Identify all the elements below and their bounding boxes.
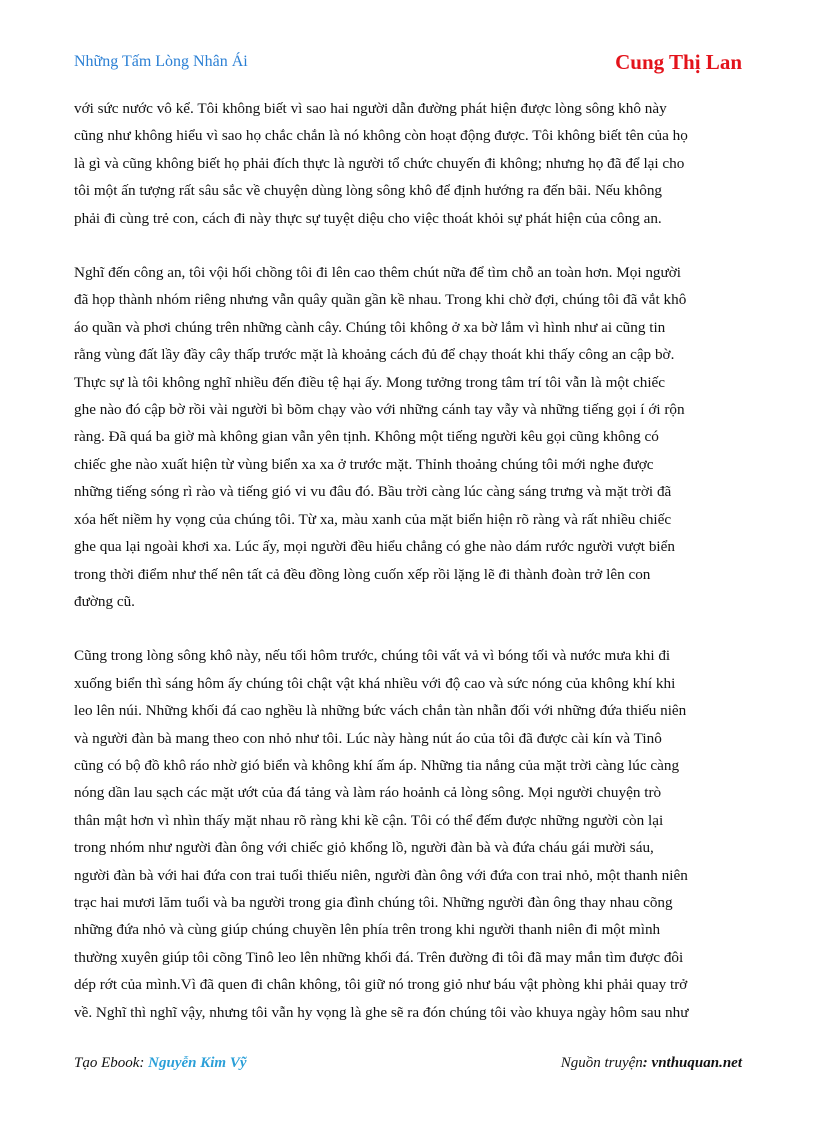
page-footer — [74, 1055, 742, 1077]
ebook-separator: : — [139, 1055, 149, 1071]
paragraph: Nghĩ đến công an, tôi vội hối chồng tôi đi lên cao thêm chút nữa để tìm chỗ an toàn hơn. Mọi người đã họp thành nhóm riêng nhưng vẫn quây quần gần kề nhau. Trong khi chờ đợi, chúng tôi đã vắt khô áo quần và phơi chúng trên những cành cây. Chúng tôi không ở xa bờ lắm vì hình như ai cũng tin rằng vùng đất lầy đầy cây thấp trước mặt là khoảng cách đủ để chạy thoát khi thấy công an cập bờ. Thực sự là tôi không nghĩ nhiều đến điều tệ hại ấy. Mong tưởng trong tâm trí tôi vẫn là một chiếc ghe nào đó cập bờ rồi vài người bì bõm chạy vào với những cánh tay vẫy và những tiếng gọi í ới rộn ràng. Đã quá ba giờ mà không gian vẫn yên tịnh. Không một tiếng người kêu gọi cũng không có chiếc ghe nào xuất hiện từ vùng biển xa xa ở trước mặt. Thỉnh thoảng chúng tôi mới nghe được những tiếng sóng rì rào và tiếng gió vi vu đâu đó. Bầu trời càng lúc càng sáng trưng và mặt trời đã xóa hết niềm hy vọng của chúng tôi. Từ xa, màu xanh của mặt biển hiện rõ ràng và rất nhiều chiếc ghe qua lại ngoài khơi xa. Lúc ấy, mọi người đều hiểu chẳng có ghe nào dám rước người vượt biển trong thời điểm như thế nên tất cả đều đồng lòng cuốn xếp rồi lặng lẽ đi thành đoàn trở lên con đường cũ. — [74, 264, 687, 610]
author-name: Cung Thị Lan — [615, 50, 742, 74]
ebook-credit — [74, 1055, 247, 1072]
source-separator: : — [642, 1055, 652, 1071]
ebook-creator-name: Nguyễn Kim Vỹ — [148, 1055, 247, 1071]
source-label: Nguồn truyện — [560, 1055, 643, 1071]
paragraph: với sức nước vô kể. Tôi không biết vì sao hai người dẫn đường phát hiện được lòng sông khô này cũng như không hiểu vì sao họ chắc chắn là nó không còn hoạt động được. Tôi không biết tên của họ là gì và cũng không biết họ phải đích thực là người tổ chức chuyến đi không; nhưng họ đã để lại cho tôi một ấn tượng rất sâu sắc về chuyện dùng lòng sông khô để định hướng ra đến bãi. Nếu không phải đi cùng trẻ con, cách đi này thực sự tuyệt diệu cho việc thoát khỏi sự phát hiện của công an. — [74, 100, 688, 227]
source-credit — [561, 1055, 742, 1072]
page-body — [74, 95, 742, 1026]
page-header — [74, 50, 742, 76]
book-title: Những Tấm Lòng Nhân Ái — [74, 53, 248, 70]
ebook-label: Tạo Ebook — [74, 1055, 140, 1071]
paragraph: Cũng trong lòng sông khô này, nếu tối hôm trước, chúng tôi vất vả vì bóng tối và nước mưa khi đi xuống biển thì sáng hôm ấy chúng tôi chật vật khá nhiều với độ cao và sức nóng của không khí khi leo lên núi. Những khối đá cao nghều là những bức vách chắn tàn nhẫn đối với những đứa thiếu niên và người đàn bà mang theo con nhỏ như tôi. Lúc này hàng nút áo của tôi đã được cài kín và Tinô cũng có bộ đồ khô ráo nhờ gió biển và không khí ấm áp. Những tia nắng của mặt trời càng lúc càng nóng dần lau sạch các mặt ướt của đá tảng và làm ráo hoảnh cả lòng sông. Mọi người chuyện trò thân mật hơn vì nhìn thấy mặt nhau rõ ràng khi kề cận. Tôi có thể đếm được những người còn lại trong nhóm như người đàn ông với chiếc giỏ khổng lồ, người đàn bà và đứa cháu gái mười sáu, người đàn bà với hai đứa con trai tuổi thiếu niên, người đàn ông với đứa con trai nhỏ, một thanh niên trạc hai mươi lăm tuổi và ba người trong gia đình chúng tôi. Những người đàn ông thay nhau cõng những đứa nhỏ và cùng giúp chúng chuyền lên phía trên trong khi người thanh niên đi một mình thường xuyên giúp tôi cõng Tinô leo lên những khối đá. Trên đường đi tôi đã may mắn tìm được đôi dép rớt của mình.Vì đã quen đi chân không, tôi giữ nó trong giỏ như báu vật phòng khi phải quay trở về. Nghĩ thì nghĩ vậy, nhưng tôi vẫn hy vọng là ghe sẽ ra đón chúng tôi vào khuya ngày hôm sau như — [74, 647, 689, 1021]
source-site: vnthuquan.net — [651, 1055, 742, 1071]
